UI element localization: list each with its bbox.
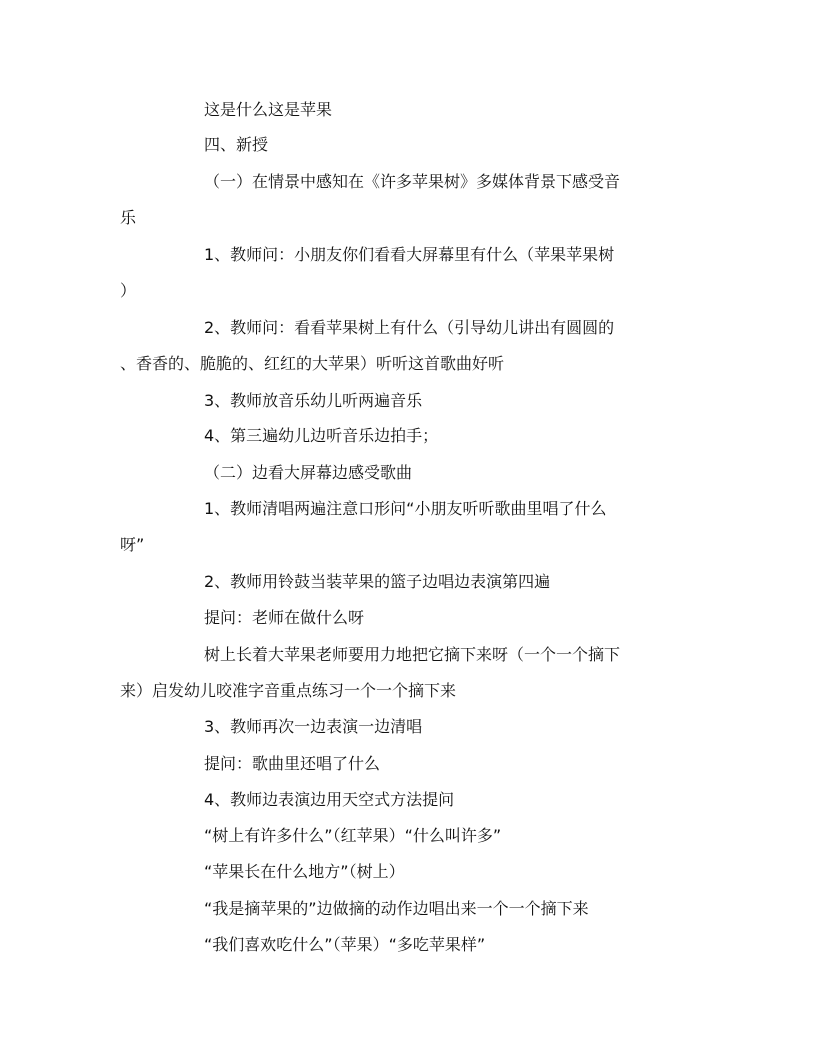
text-line: “苹果长在什么地方”（树上） bbox=[204, 862, 405, 881]
text-line: 3、教师放音乐幼儿听两遍音乐 bbox=[204, 391, 423, 410]
text-line: 1、教师问：小朋友你们看看大屏幕里有什么（苹果苹果树 bbox=[204, 245, 615, 264]
text-line-continuation: ） bbox=[120, 281, 137, 300]
text-line-continuation: 乐 bbox=[120, 208, 137, 227]
text-line: 树上长着大苹果老师要用力地把它摘下来呀（一个一个摘下 bbox=[204, 645, 621, 664]
subsection-heading: （一）在情景中感知在《许多苹果树》多媒体背景下感受音 bbox=[204, 172, 621, 191]
text-line: “树上有许多什么”（红苹果）“什么叫许多” bbox=[204, 826, 502, 845]
text-line: 1、教师清唱两遍注意口形问“小朋友听听歌曲里唱了什么 bbox=[204, 499, 607, 518]
section-heading: 四、新授 bbox=[204, 135, 269, 154]
text-line: 4、第三遍幼儿边听音乐边拍手； bbox=[204, 426, 439, 445]
text-line-continuation: 、香香的、脆脆的、红红的大苹果）听听这首歌曲好听 bbox=[120, 354, 505, 373]
subsection-heading: （二）边看大屏幕边感受歌曲 bbox=[204, 463, 413, 482]
text-line-continuation: 呀” bbox=[120, 535, 145, 554]
text-line: 4、教师边表演边用天空式方法提问 bbox=[204, 790, 455, 809]
text-line-continuation: 来）启发幼儿咬准字音重点练习一个一个摘下来 bbox=[120, 681, 457, 700]
text-line: 提问：歌曲里还唱了什么 bbox=[204, 754, 381, 773]
text-line: 提问：老师在做什么呀 bbox=[204, 608, 365, 627]
text-line: “我是摘苹果的”边做摘的动作边唱出来一个一个摘下来 bbox=[204, 899, 589, 918]
text-line: 2、教师问：看看苹果树上有什么（引导幼儿讲出有圆圆的 bbox=[204, 318, 615, 337]
text-line: 3、教师再次一边表演一边清唱 bbox=[204, 717, 423, 736]
text-line: “我们喜欢吃什么”（苹果）“多吃苹果样” bbox=[204, 935, 486, 954]
text-line: 2、教师用铃鼓当装苹果的篮子边唱边表演第四遍 bbox=[204, 572, 551, 591]
text-line: 这是什么这是苹果 bbox=[204, 100, 333, 119]
